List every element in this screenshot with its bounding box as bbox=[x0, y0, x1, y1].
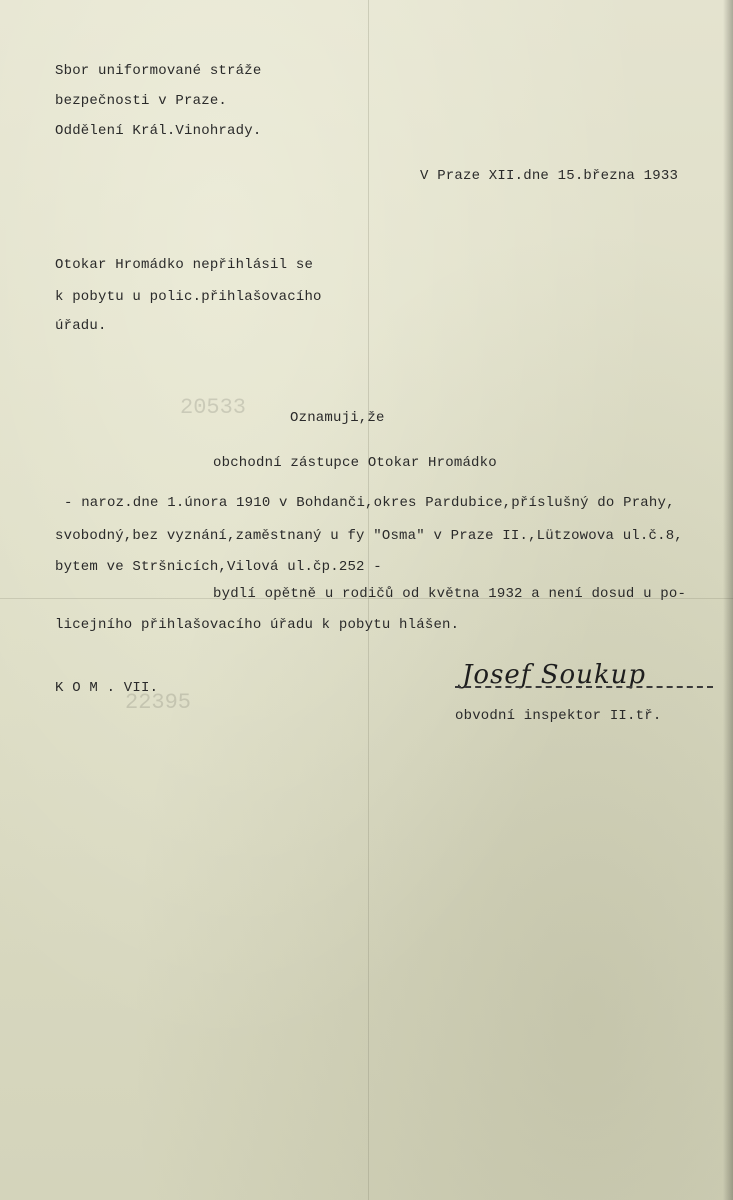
subject-line1: Otokar Hromádko nepřihlásil se bbox=[55, 257, 314, 273]
signature-dashed-line bbox=[455, 686, 713, 688]
body-paragraph-line: bydlí opětně u rodičů od května 1932 a není dosud u po- bbox=[213, 586, 687, 602]
bleed-through-number: 20533 bbox=[180, 395, 247, 420]
bleed-through-number: 22395 bbox=[125, 690, 192, 715]
handwritten-signature: Josef Soukup bbox=[462, 660, 647, 690]
page-edge-shadow bbox=[723, 0, 733, 1200]
office-department: Oddělení Král.Vinohrady. bbox=[55, 123, 262, 139]
office-name-line2: bezpečnosti v Praze. bbox=[55, 93, 228, 109]
body-paragraph-line: svobodný,bez vyznání,zaměstnaný u fy "Osma" v Praze II.,Lützowova ul.č.8, bbox=[55, 528, 683, 544]
subject-line2: k pobytu u polic.přihlašovacího bbox=[55, 289, 322, 305]
body-paragraph-line: licejního přihlašovacího úřadu k pobytu hlášen. bbox=[55, 617, 460, 633]
signer-title: obvodní inspektor II.tř. bbox=[455, 708, 662, 724]
date-line: V Praze XII.dne 15.března 1933 bbox=[420, 168, 679, 184]
reference-code: K O M . VII. bbox=[55, 680, 159, 696]
body-paragraph-line: - naroz.dne 1.února 1910 v Bohdanči,okres Pardubice,příslušný do Prahy, bbox=[64, 495, 675, 511]
person-line: obchodní zástupce Otokar Hromádko bbox=[213, 455, 497, 471]
subject-line3: úřadu. bbox=[55, 318, 107, 334]
body-paragraph-line: bytem ve Stršnicích,Vilová ul.čp.252 - bbox=[55, 559, 382, 575]
office-name-line1: Sbor uniformované stráže bbox=[55, 63, 262, 79]
announcement: Oznamuji,že bbox=[290, 410, 385, 426]
